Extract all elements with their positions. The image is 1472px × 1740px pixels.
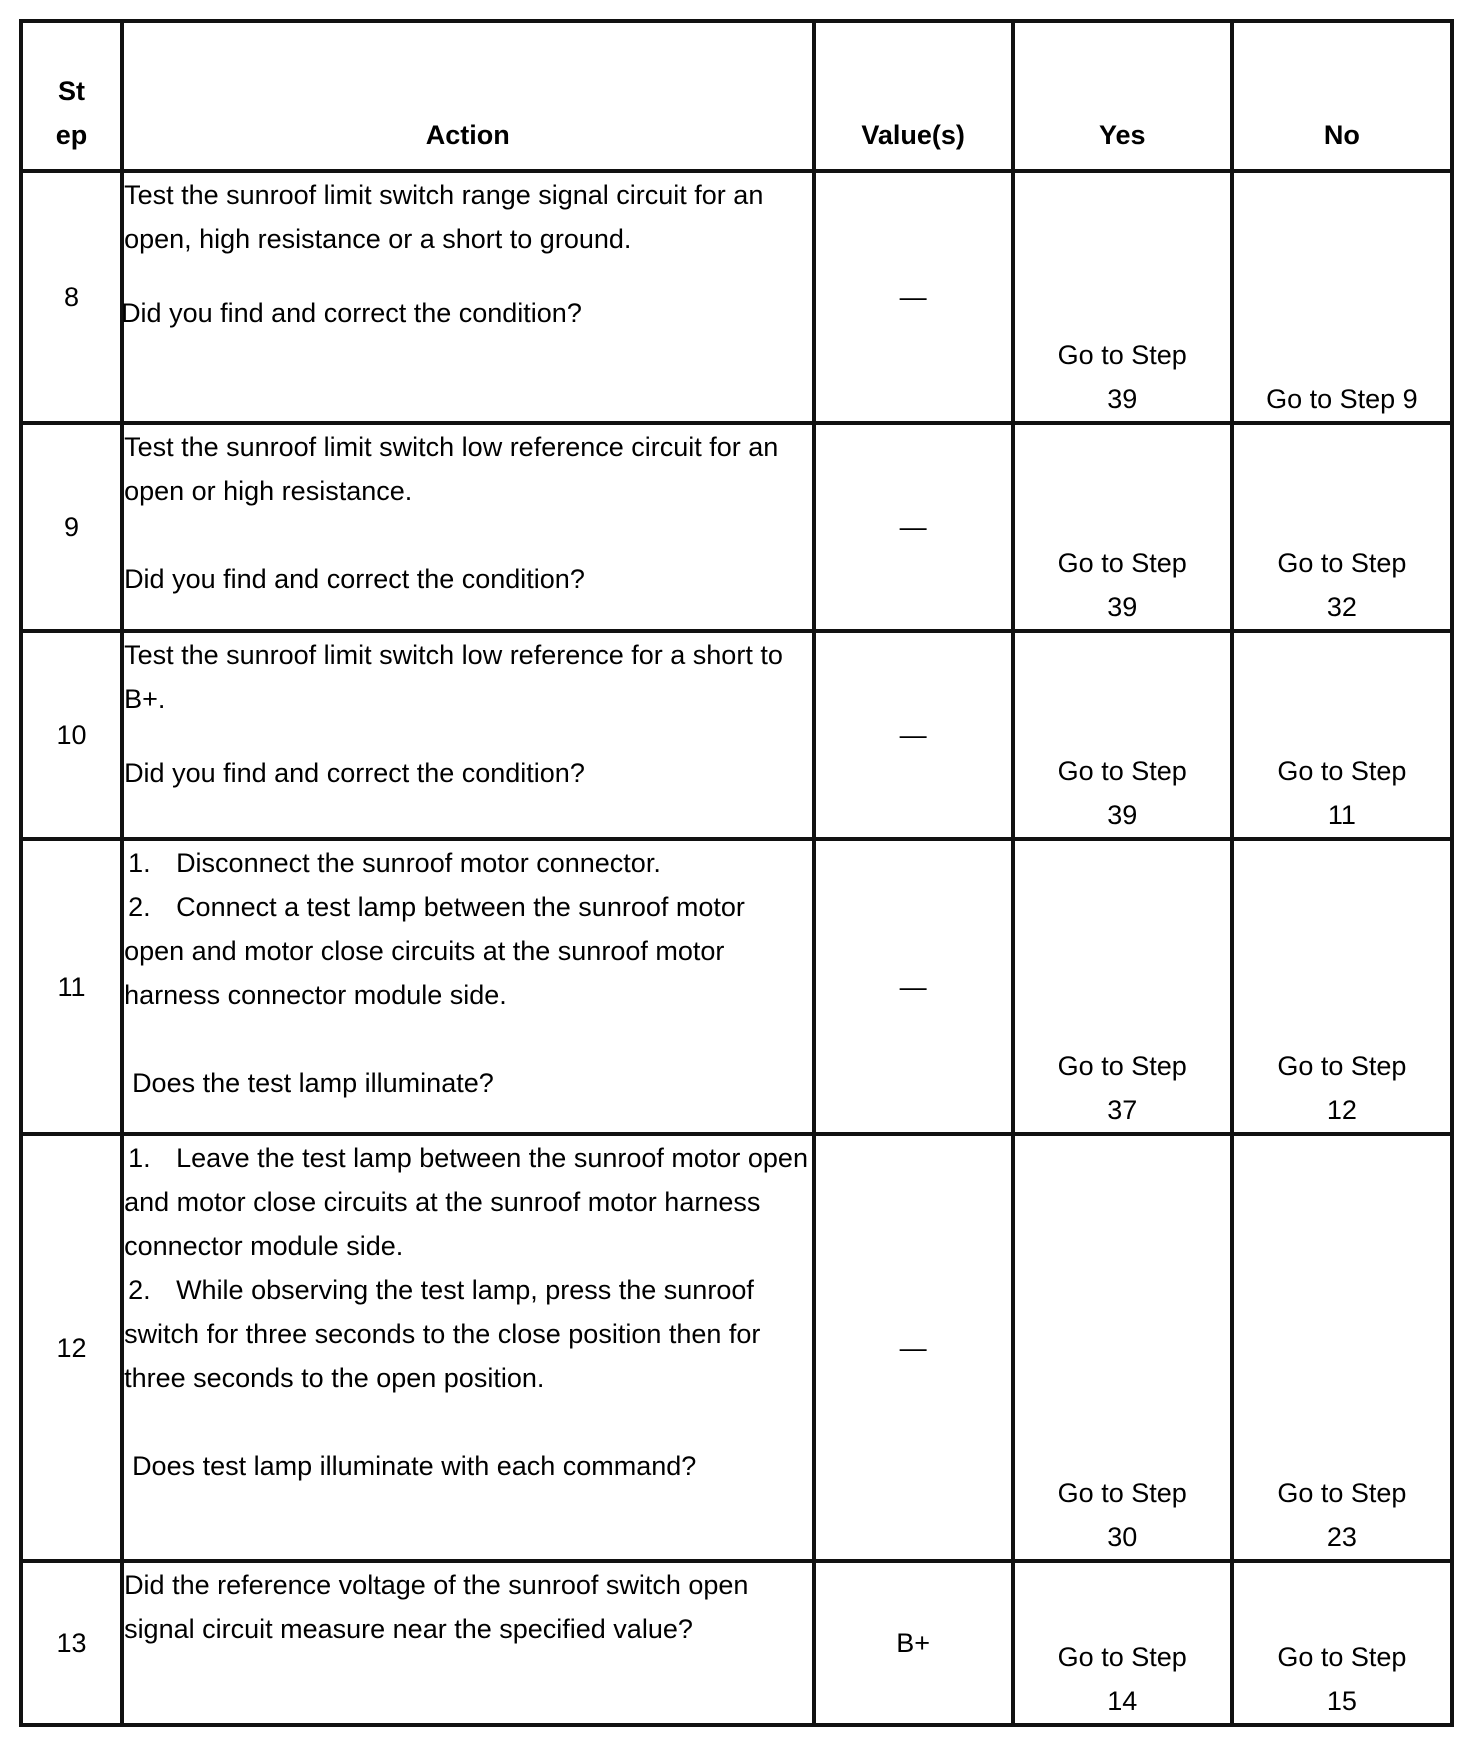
no-goto-step: 23 (1326, 1522, 1357, 1552)
step-header-line1: St (58, 76, 86, 106)
list-item-text: While observing the test lamp, press the sunroof switch for three seconds to the close position then for three seconds to the open position. (124, 1275, 761, 1393)
yes-goto-step: 37 (1107, 1095, 1138, 1125)
step-number: 8 (21, 171, 122, 423)
no-goto-label: Go to Step (1277, 756, 1407, 786)
list-item-number: 2. (128, 892, 151, 922)
yes-goto-label: Go to Step (1057, 1642, 1187, 1672)
action-text: Test the sunroof limit switch low reference for a short to B+. (124, 640, 783, 714)
no-goto-label: Go to Step (1277, 1642, 1407, 1672)
step-number: 11 (21, 839, 122, 1134)
action-question: Did you find and correct the condition? (121, 298, 582, 328)
header-row (21, 21, 1452, 171)
value-cell: — (814, 423, 1013, 631)
step-header-line2: ep (55, 120, 88, 150)
no-goto-step: 15 (1326, 1686, 1357, 1716)
value-cell: — (814, 1134, 1013, 1561)
yes-goto-step: 14 (1107, 1686, 1138, 1716)
value-cell: — (814, 839, 1013, 1134)
values-header: Value(s) (814, 21, 1013, 171)
value-cell: B+ (814, 1561, 1013, 1725)
no-goto-step: 32 (1326, 592, 1357, 622)
yes-goto-step: 39 (1107, 800, 1138, 830)
list-item (124, 841, 811, 885)
no-cell (1232, 423, 1452, 631)
no-goto-step: Go to Step 9 (1266, 384, 1418, 414)
step-number: 12 (21, 1134, 122, 1561)
yes-goto-label: Go to Step (1057, 1478, 1187, 1508)
no-cell (1232, 171, 1452, 423)
list-item (124, 885, 811, 1017)
value-cell: — (814, 631, 1013, 839)
action-cell (122, 1134, 813, 1561)
step-number: 9 (21, 423, 122, 631)
yes-goto-step: 39 (1107, 592, 1138, 622)
list-item-number: 2. (128, 1275, 151, 1305)
action-question: Did you find and correct the condition? (124, 758, 585, 788)
no-goto-step: 11 (1327, 800, 1356, 830)
yes-cell (1013, 1561, 1232, 1725)
action-cell (122, 631, 813, 839)
action-cell (122, 171, 813, 423)
no-goto-label: Go to Step (1277, 548, 1407, 578)
table-row (21, 171, 1452, 423)
no-cell (1232, 1561, 1452, 1725)
yes-cell (1013, 839, 1232, 1134)
list-item-number: 1. (128, 848, 151, 878)
yes-cell (1013, 631, 1232, 839)
table-row (21, 1561, 1452, 1725)
value-cell: — (814, 171, 1013, 423)
no-cell (1232, 631, 1452, 839)
action-text: Test the sunroof limit switch range signal circuit for an open, high resistance or a short to ground. (124, 180, 764, 254)
action-question: Does test lamp illuminate with each command? (132, 1451, 697, 1481)
list-item-number: 1. (128, 1143, 151, 1173)
no-goto-step: 12 (1326, 1095, 1357, 1125)
yes-cell (1013, 1134, 1232, 1561)
list-item-text: Leave the test lamp between the sunroof motor open and motor close circuits at the sunroof motor harness connector module side. (124, 1143, 808, 1261)
action-text: Test the sunroof limit switch low reference circuit for an open or high resistance. (124, 432, 779, 506)
action-cell (122, 1561, 813, 1725)
yes-goto-label: Go to Step (1057, 756, 1187, 786)
action-cell (122, 423, 813, 631)
list-item (124, 1268, 811, 1400)
yes-header: Yes (1013, 21, 1232, 171)
no-goto-label: Go to Step (1277, 1051, 1407, 1081)
action-question: Did you find and correct the condition? (124, 564, 585, 594)
list-item-text: Connect a test lamp between the sunroof motor open and motor close circuits at the sunroof motor harness connector module side. (124, 892, 745, 1010)
table-row (21, 839, 1452, 1134)
step-header (21, 21, 122, 171)
yes-goto-step: 30 (1107, 1522, 1138, 1552)
step-number: 10 (21, 631, 122, 839)
action-text: Did the reference voltage of the sunroof switch open signal circuit measure near the specified value? (124, 1570, 749, 1644)
yes-cell (1013, 171, 1232, 423)
action-header: Action (122, 21, 813, 171)
yes-goto-label: Go to Step (1057, 548, 1187, 578)
no-header: No (1232, 21, 1452, 171)
yes-goto-label: Go to Step (1057, 340, 1187, 370)
action-question: Does the test lamp illuminate? (132, 1068, 494, 1098)
no-cell (1232, 1134, 1452, 1561)
list-item-text: Disconnect the sunroof motor connector. (176, 848, 661, 878)
yes-cell (1013, 423, 1232, 631)
list-item (124, 1136, 811, 1268)
no-cell (1232, 839, 1452, 1134)
step-number: 13 (21, 1561, 122, 1725)
table-row (21, 1134, 1452, 1561)
table-row (21, 631, 1452, 839)
no-goto-label: Go to Step (1277, 1478, 1407, 1508)
diagnostic-table (19, 19, 1454, 1727)
table-row (21, 423, 1452, 631)
yes-goto-step: 39 (1107, 384, 1138, 414)
action-cell (122, 839, 813, 1134)
yes-goto-label: Go to Step (1057, 1051, 1187, 1081)
